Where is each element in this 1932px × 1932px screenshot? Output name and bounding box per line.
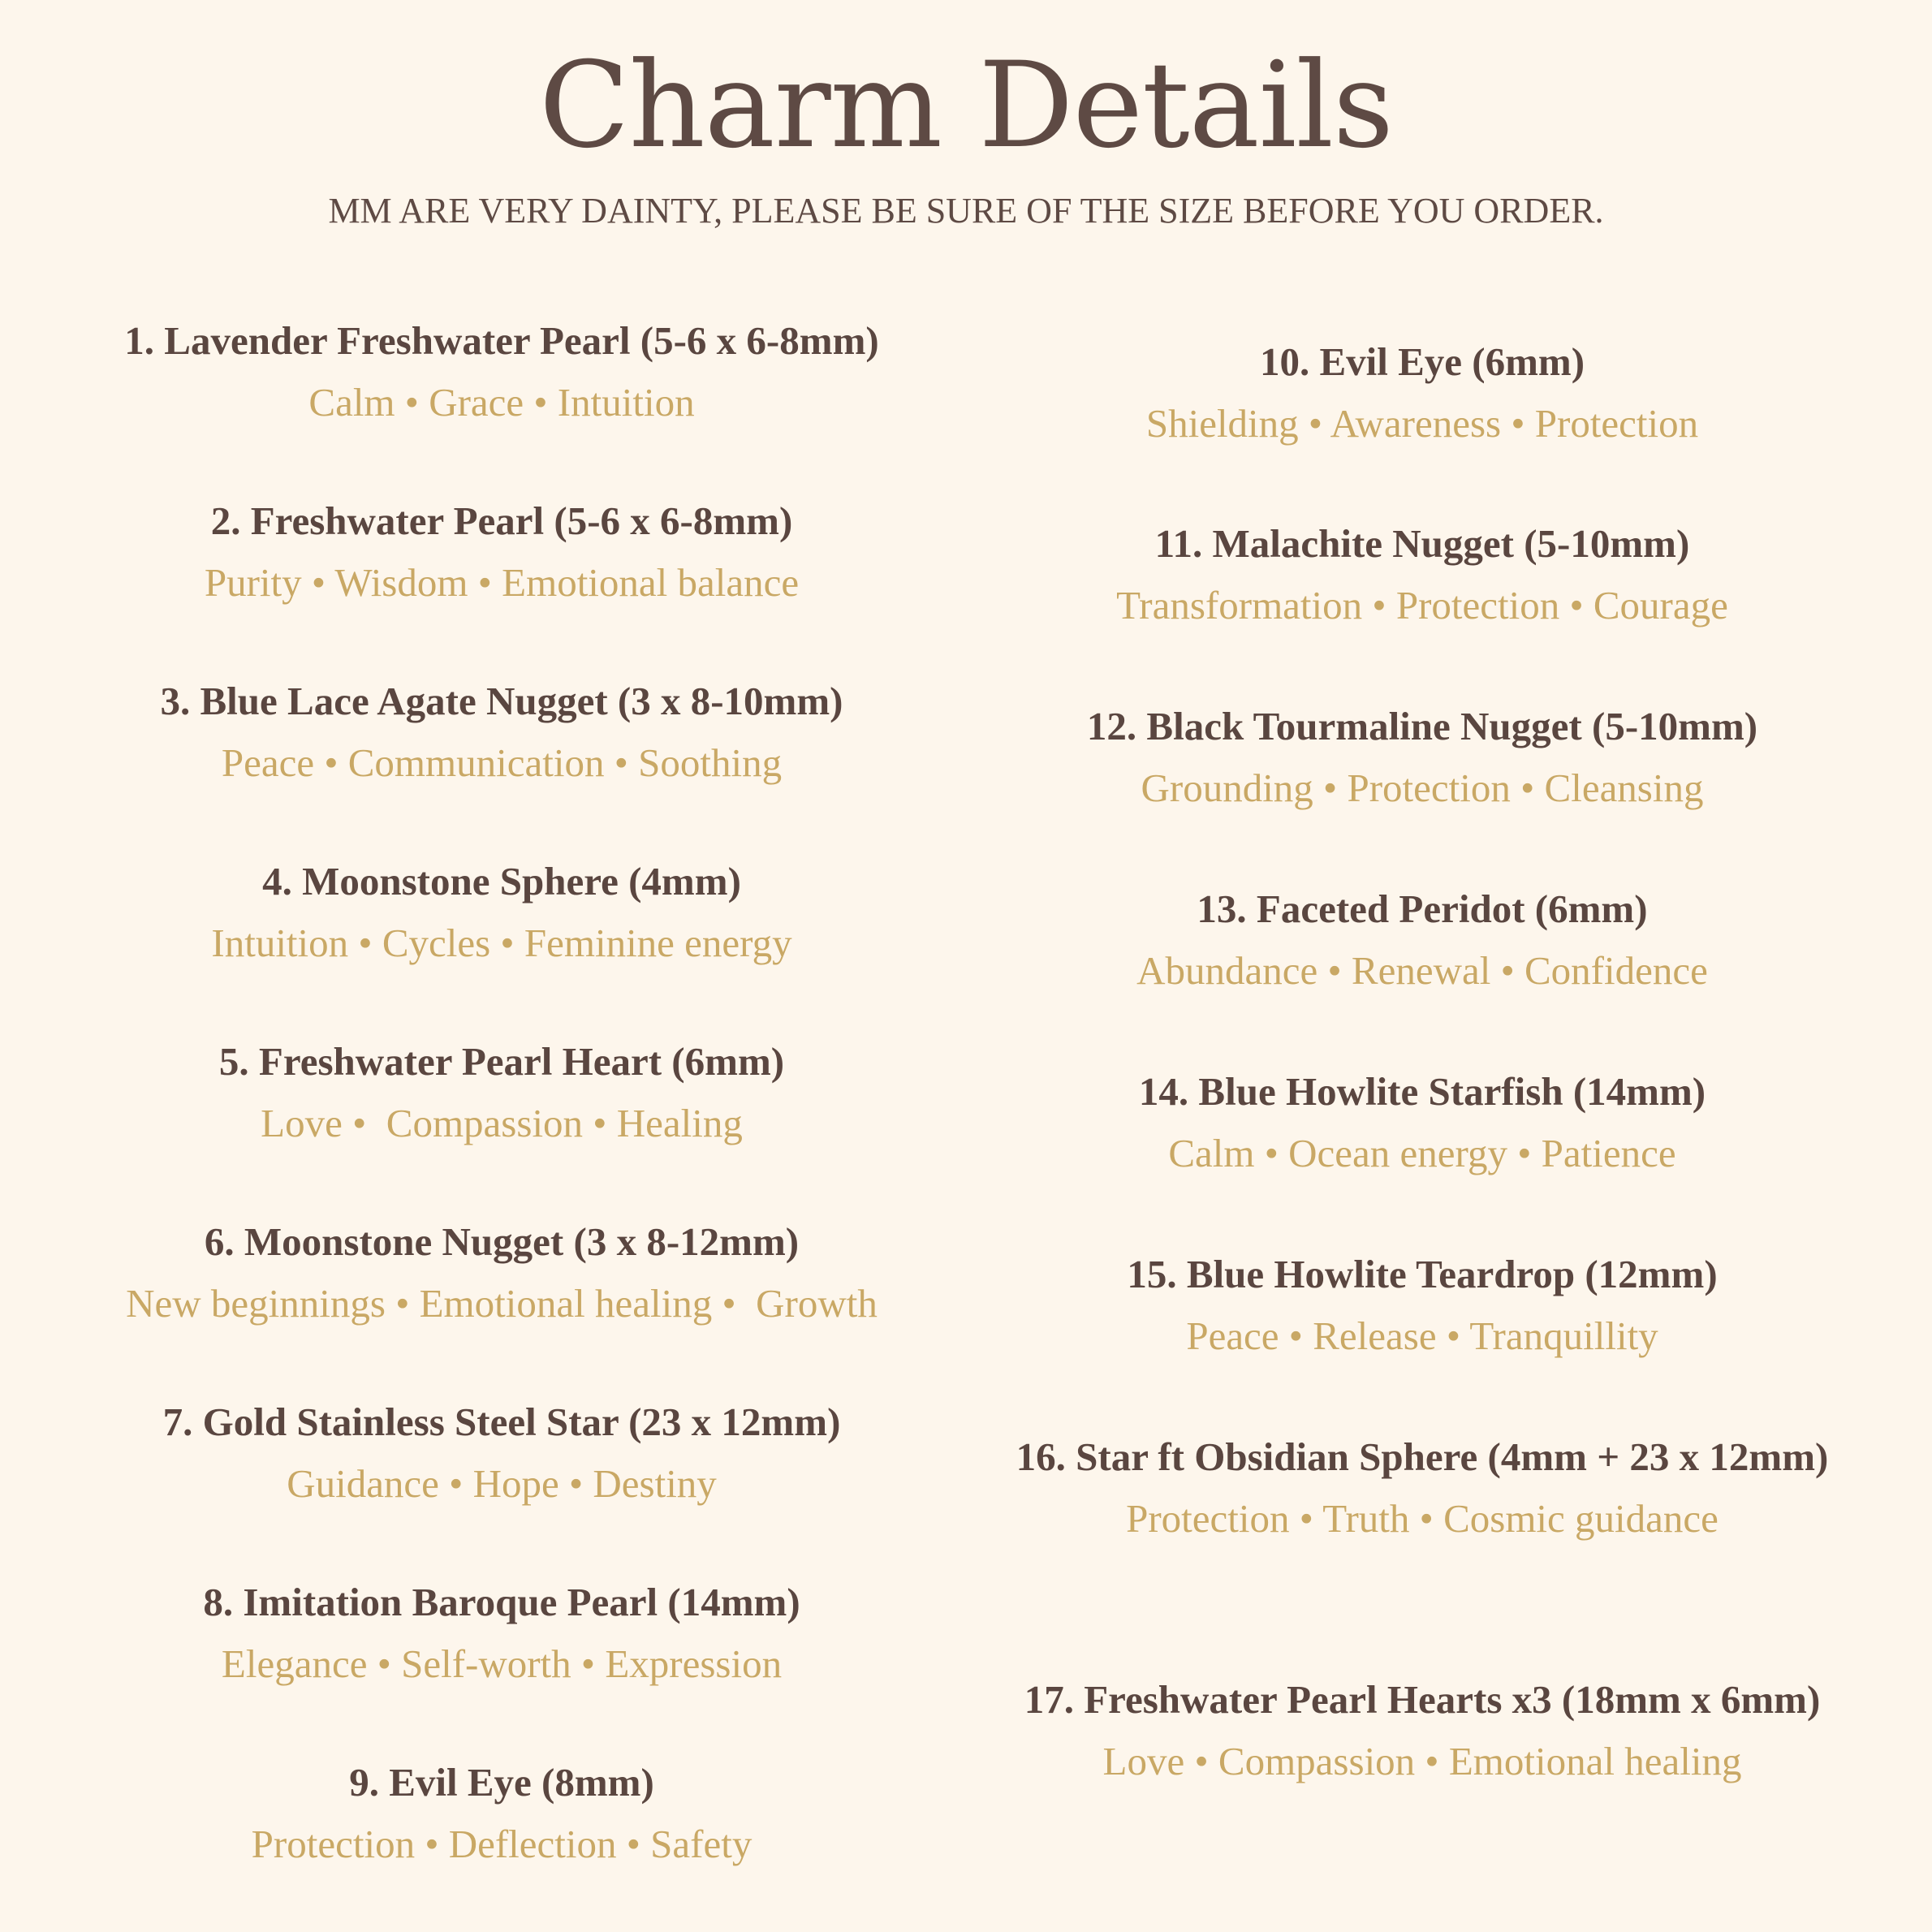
charm-traits: Peace • Release • Tranquillity bbox=[1186, 1313, 1658, 1358]
charm-name: 2. Freshwater Pearl (5-6 x 6-8mm) bbox=[210, 498, 793, 543]
charm-traits: Elegance • Self-worth • Expression bbox=[221, 1641, 783, 1686]
charm-item bbox=[939, 1061, 1905, 1184]
page-title: Charm Details bbox=[539, 37, 1393, 175]
charm-item bbox=[19, 1752, 985, 1875]
charm-traits: Peace • Communication • Soothing bbox=[221, 740, 783, 785]
charm-traits: Protection • Truth • Cosmic guidance bbox=[1126, 1496, 1719, 1541]
charm-traits: Love • Compassion • Healing bbox=[261, 1101, 743, 1145]
charm-name: 17. Freshwater Pearl Hearts x3 (18mm x 6mm) bbox=[1024, 1677, 1821, 1722]
size-warning-subtitle: MM ARE VERY DAINTY, PLEASE BE SURE OF THE SIZE BEFORE YOU ORDER. bbox=[328, 191, 1604, 231]
charm-item bbox=[939, 878, 1905, 1002]
charm-item bbox=[19, 1572, 985, 1695]
charm-name: 16. Star ft Obsidian Sphere (4mm + 23 x 12mm) bbox=[1016, 1434, 1829, 1479]
charm-item bbox=[19, 1031, 985, 1154]
charm-traits: Guidance • Hope • Destiny bbox=[287, 1461, 717, 1506]
charm-name: 9. Evil Eye (8mm) bbox=[349, 1760, 654, 1805]
charm-item bbox=[939, 696, 1905, 819]
charm-traits: Intuition • Cycles • Feminine energy bbox=[211, 921, 792, 965]
charm-traits: Transformation • Protection • Courage bbox=[1116, 583, 1728, 627]
charm-item bbox=[939, 1669, 1905, 1792]
charm-item bbox=[939, 331, 1905, 455]
charm-name: 11. Malachite Nugget (5-10mm) bbox=[1154, 521, 1690, 566]
charm-name: 8. Imitation Baroque Pearl (14mm) bbox=[203, 1580, 800, 1624]
charm-item bbox=[19, 310, 985, 433]
charm-traits: Protection • Deflection • Safety bbox=[251, 1822, 753, 1866]
charm-name: 15. Blue Howlite Teardrop (12mm) bbox=[1127, 1252, 1718, 1296]
charm-item bbox=[19, 1391, 985, 1515]
charm-item bbox=[19, 490, 985, 614]
charm-name: 5. Freshwater Pearl Heart (6mm) bbox=[218, 1039, 785, 1084]
charm-name: 12. Black Tourmaline Nugget (5-10mm) bbox=[1086, 704, 1758, 748]
charm-traits: Abundance • Renewal • Confidence bbox=[1136, 948, 1708, 993]
charm-traits: New beginnings • Emotional healing • Growth bbox=[126, 1281, 878, 1326]
charm-name: 6. Moonstone Nugget (3 x 8-12mm) bbox=[204, 1219, 800, 1264]
charm-name: 4. Moonstone Sphere (4mm) bbox=[262, 859, 741, 903]
charm-item bbox=[19, 851, 985, 974]
charm-name: 7. Gold Stainless Steel Star (23 x 12mm) bbox=[162, 1399, 841, 1444]
charm-traits: Calm • Grace • Intuition bbox=[308, 380, 695, 425]
charm-traits: Shielding • Awareness • Protection bbox=[1145, 401, 1699, 446]
charm-traits: Calm • Ocean energy • Patience bbox=[1168, 1131, 1676, 1175]
charm-traits: Love • Compassion • Emotional healing bbox=[1102, 1739, 1742, 1783]
charm-name: 3. Blue Lace Agate Nugget (3 x 8-10mm) bbox=[160, 679, 843, 723]
charm-name: 1. Lavender Freshwater Pearl (5-6 x 6-8mm) bbox=[124, 318, 879, 363]
charm-item bbox=[939, 513, 1905, 636]
charm-traits: Purity • Wisdom • Emotional balance bbox=[204, 560, 800, 605]
charm-name: 13. Faceted Peridot (6mm) bbox=[1197, 886, 1648, 931]
charm-name: 14. Blue Howlite Starfish (14mm) bbox=[1138, 1069, 1706, 1114]
charm-item bbox=[939, 1244, 1905, 1367]
charm-item bbox=[939, 1426, 1905, 1550]
charm-item bbox=[19, 1211, 985, 1335]
charm-item bbox=[19, 671, 985, 794]
charm-name: 10. Evil Eye (6mm) bbox=[1259, 339, 1585, 384]
charm-traits: Grounding • Protection • Cleansing bbox=[1141, 765, 1704, 810]
